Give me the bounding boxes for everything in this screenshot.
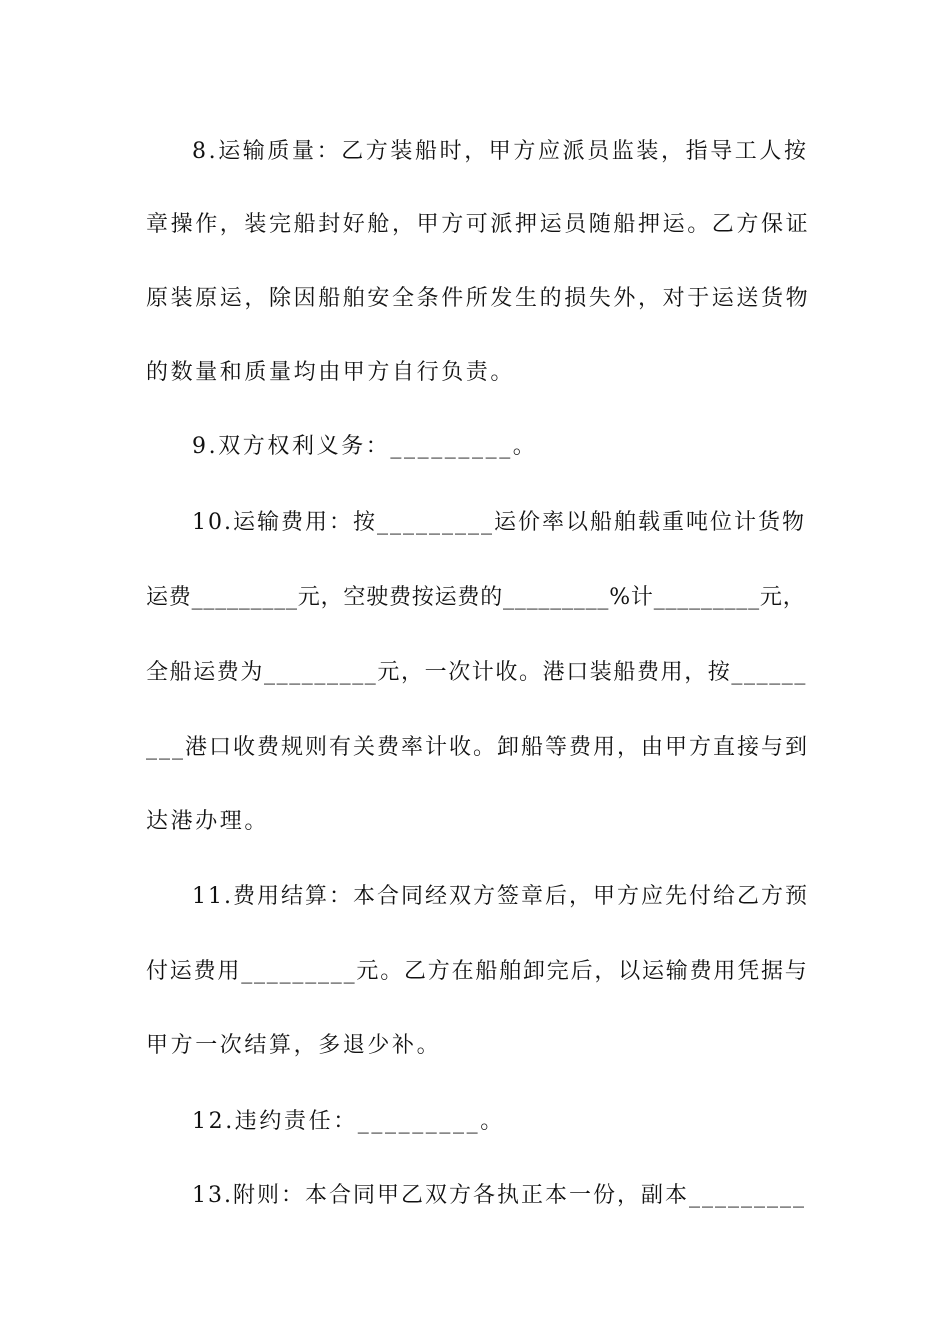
clause-10-line-1: 10.运输费用：按_________运价率以船舶载重吨位计货物 — [192, 510, 806, 535]
clause-10-line-4: ___港口收费规则有关费率计收。卸船等费用，由甲方直接与到 — [146, 735, 810, 760]
clause-8-line-1: 8.运输质量：乙方装船时，甲方应派员监装，指导工人按 — [192, 139, 809, 164]
clause-9-line-1: 9.双方权利义务：_________。 — [192, 434, 538, 459]
clause-10-line-2: 运费_________元，空驶费按运费的_________%计_________元， — [146, 585, 806, 610]
clause-11-line-1: 11.费用结算：本合同经双方签章后，甲方应先付给乙方预 — [192, 884, 809, 909]
clause-8-line-2: 章操作，装完船封好舱，甲方可派押运员随船押运。乙方保证 — [146, 212, 811, 237]
clause-10-line-3: 全船运费为_________元，一次计收。港口装船费用，按______ — [146, 660, 808, 685]
clause-10-line-5: 达港办理。 — [146, 809, 270, 834]
clause-12-line-1: 12.违约责任：_________。 — [192, 1109, 505, 1134]
clause-8-line-4: 的数量和质量均由甲方自行负责。 — [146, 360, 516, 385]
clause-8-line-3: 原装原运，除因船舶安全条件所发生的损失外，对于运送货物 — [146, 286, 811, 311]
clause-11-line-2: 付运费用_________元。乙方在船舶卸完后，以运输费用凭据与 — [146, 959, 809, 984]
clause-11-line-3: 甲方一次结算，多退少补。 — [146, 1033, 442, 1058]
clause-13-line-1: 13.附则：本合同甲乙双方各执正本一份，副本_________ — [192, 1183, 806, 1208]
